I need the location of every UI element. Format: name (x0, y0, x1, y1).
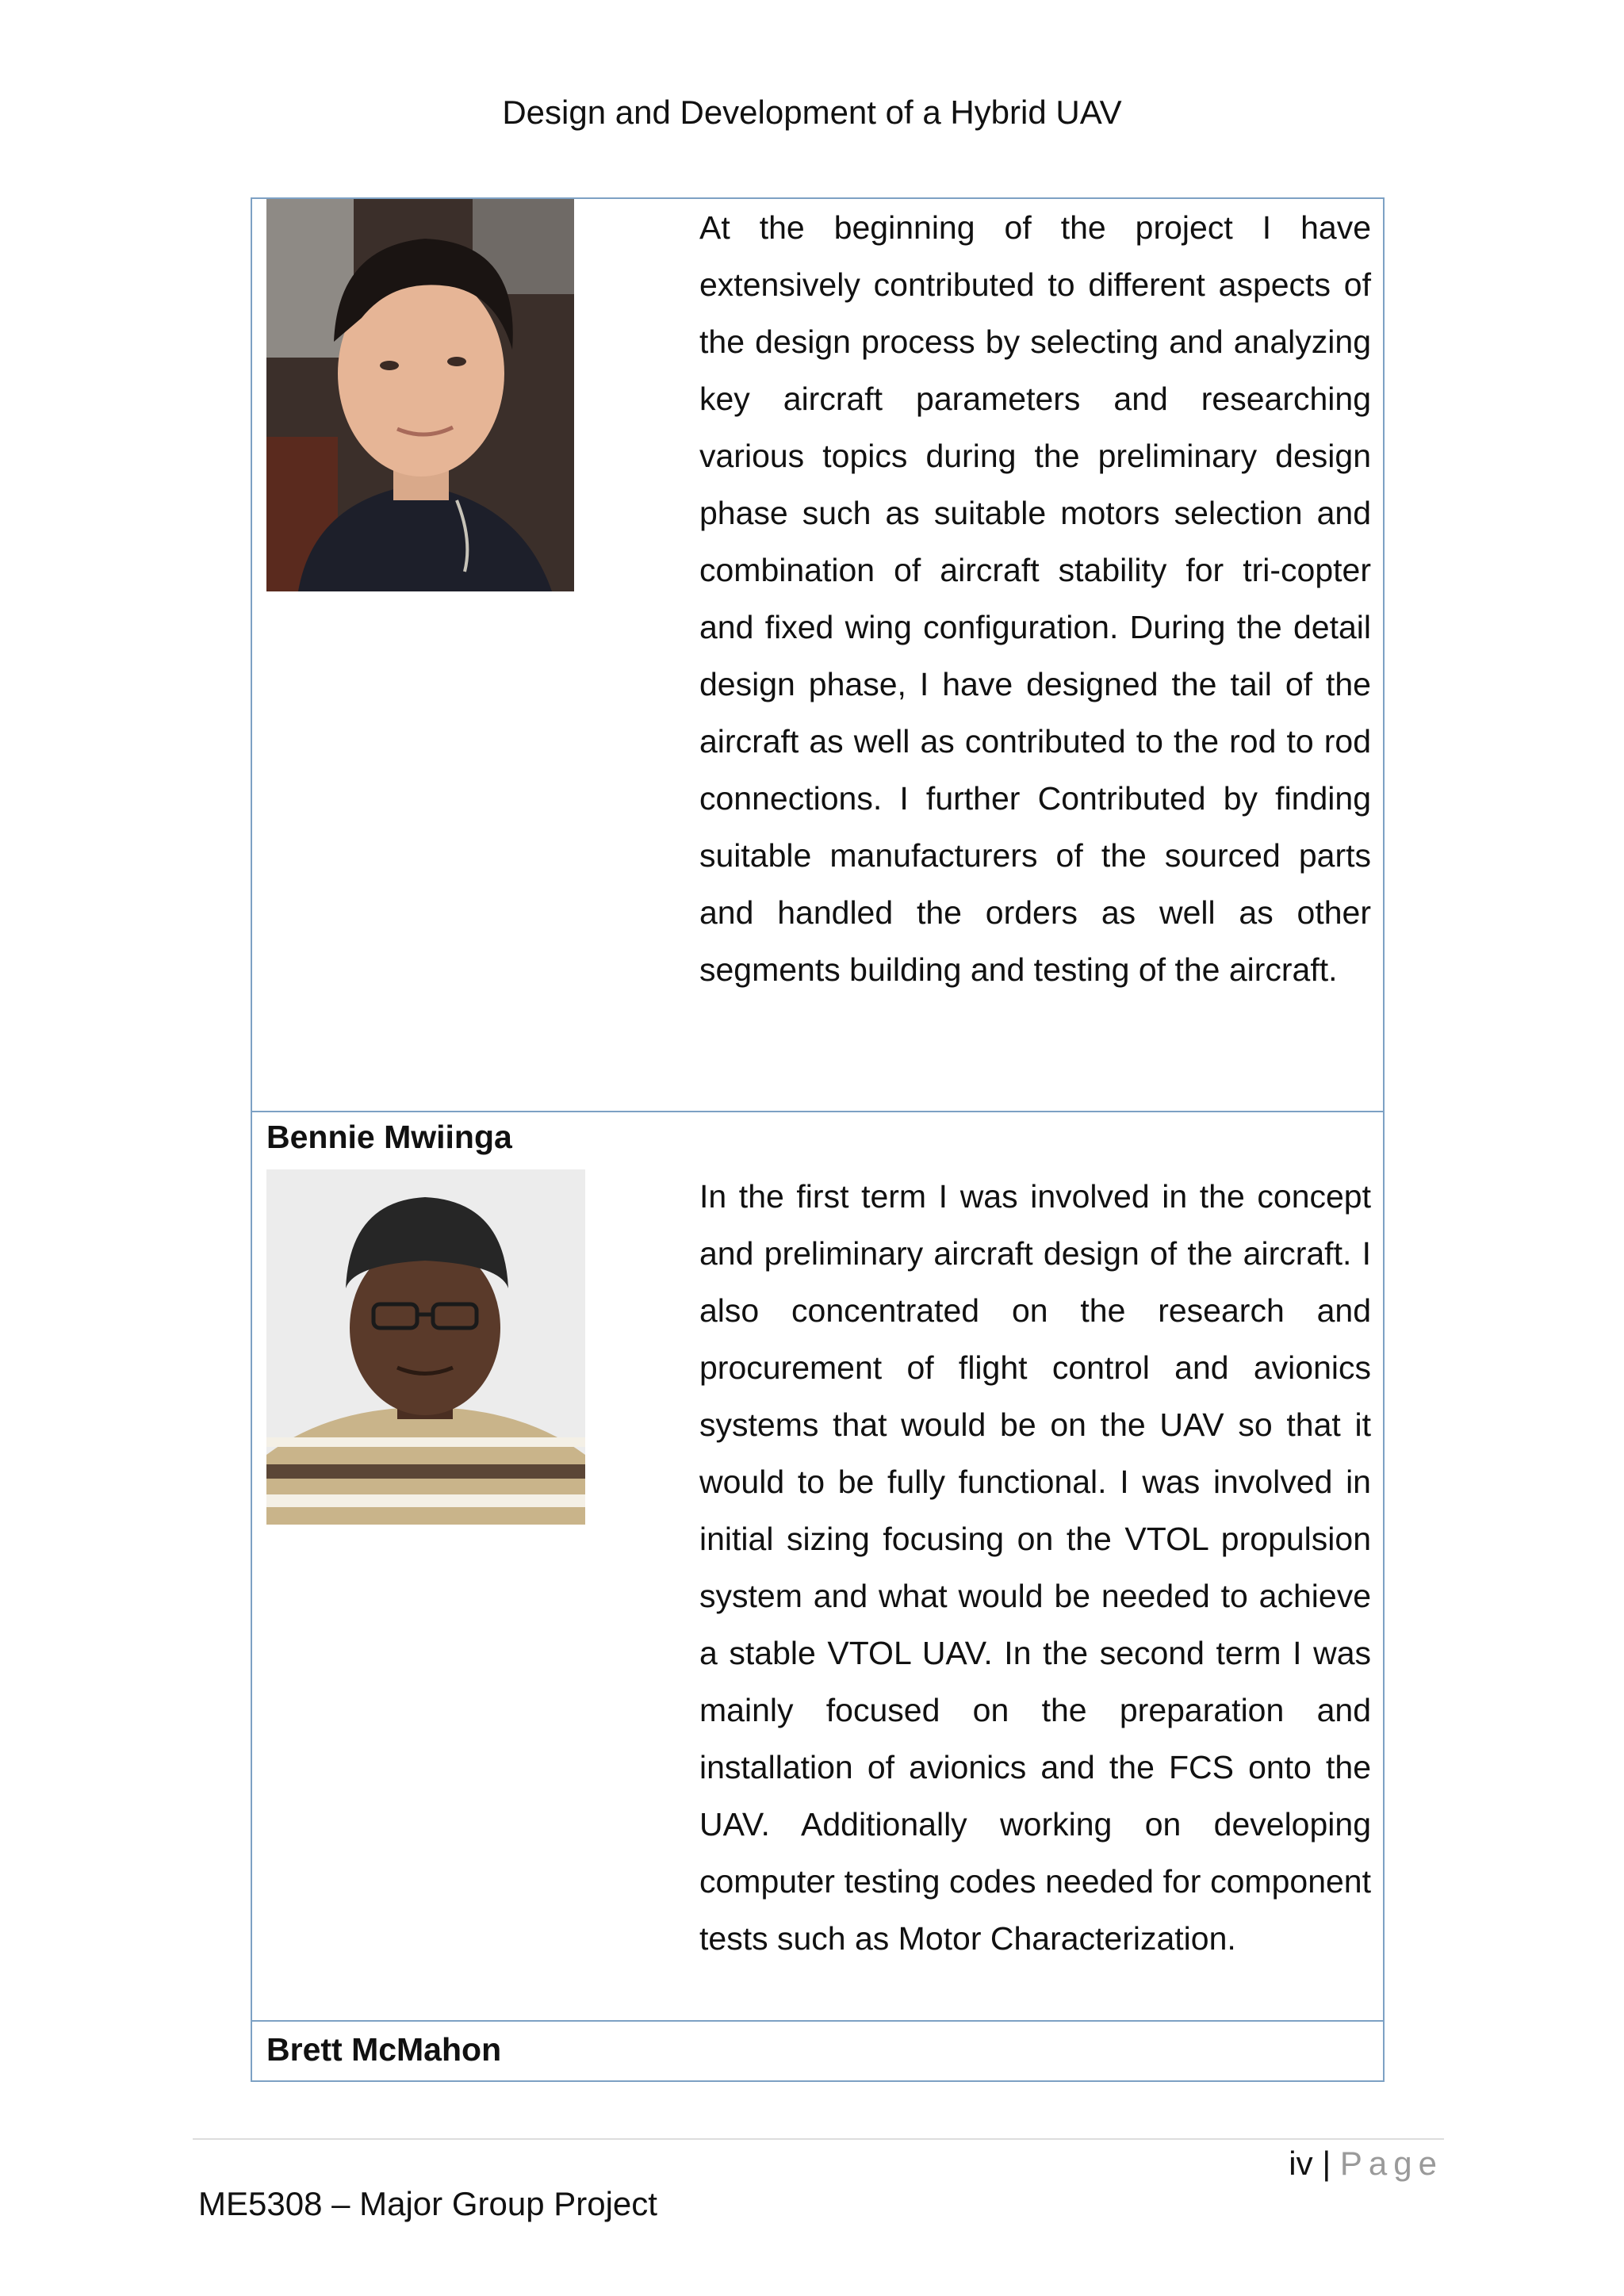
member-name: Bennie Mwiinga (266, 1119, 512, 1155)
member-row (252, 199, 1383, 1112)
page-word: Page (1339, 2145, 1443, 2182)
member-photo-portrait (266, 199, 574, 591)
footer-divider (193, 2138, 1444, 2140)
team-contributions-table (251, 197, 1385, 2082)
member-row (252, 2022, 1383, 2080)
page-header-title: Design and Development of a Hybrid UAV (502, 94, 1122, 131)
page-number-value: iv (1289, 2145, 1313, 2182)
page-number-separator: | (1322, 2145, 1331, 2182)
member-name: Brett McMahon (266, 2031, 502, 2068)
page-number (1289, 2145, 1443, 2183)
member-bio-text: In the first term I was involved in the concept and preliminary aircraft design of the aircraft. I also concentrated on the research and procurement of flight control and avionics systems that would be on the UAV so that it would to be fully functional. I was involved in initial sizing focusing on the VTOL propulsion system and what would be needed to achieve a stable VTOL UAV. In the second term I was mainly focused on the preparation and installation of avionics and the FCS onto the UAV. Additionally working on developing computer testing codes needed for component tests such as Motor Characterization. (699, 1178, 1371, 1957)
member-row (252, 1112, 1383, 2022)
member-bio-text: At the beginning of the project I have extensively contributed to different aspects of the design process by selecting and analyzing key aircraft parameters and researching various topics during the preliminary design phase such as suitable motors selection and combination of aircraft stability for tri-copter and fixed wing configuration. During the detail design phase, I have designed the tail of the aircraft as well as contributed to the rod to rod connections. I further Contributed by finding suitable manufacturers of the sourced parts and handled the orders as well as other segments building and testing of the aircraft. (699, 209, 1371, 988)
member-photo-portrait (266, 1169, 585, 1525)
footer-course-title: ME5308 – Major Group Project (198, 2185, 657, 2222)
